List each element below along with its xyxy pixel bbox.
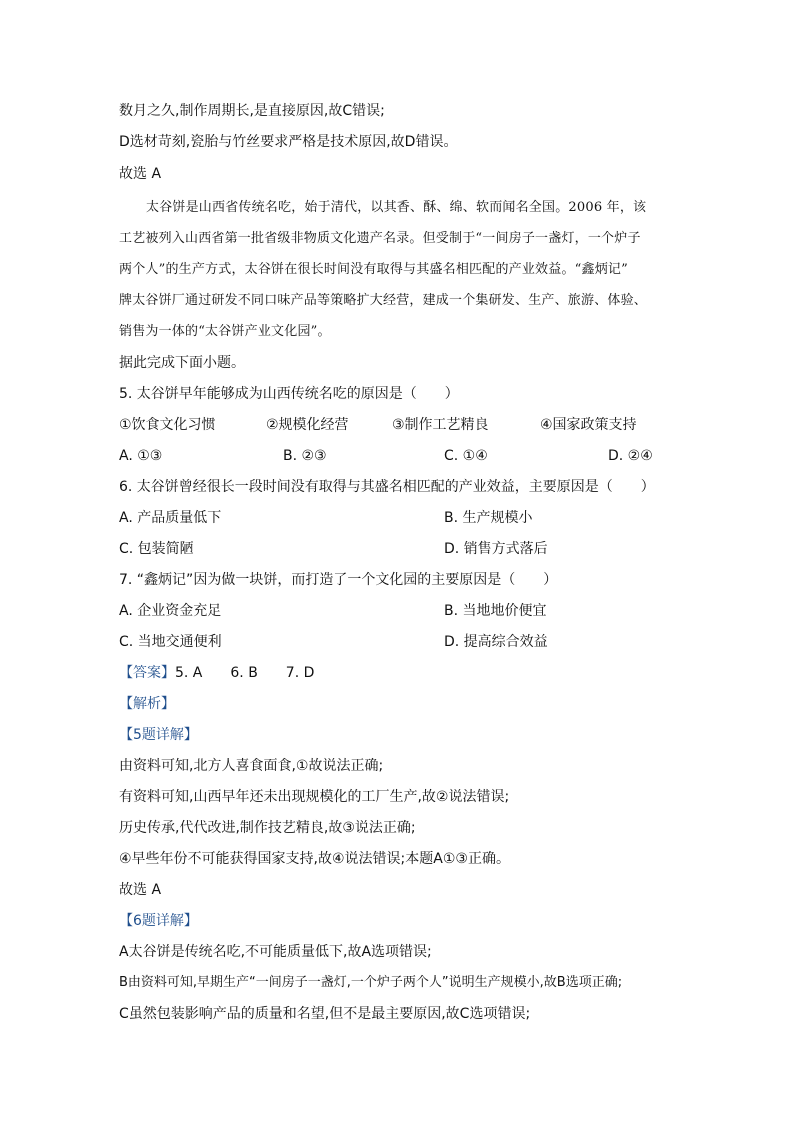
text-line: 数月之久,制作周期长,是直接原因,故C错误; xyxy=(119,103,385,119)
q5-option-d: D. ②④ xyxy=(608,448,653,464)
text-line: D选材苛刻,瓷胎与竹丝要求严格是技术原因,故D错误。 xyxy=(119,134,458,150)
passage-line: 牌太谷饼厂通过研发不同口味产品等策略扩大经营，建成一个集研发、生产、旅游、体验、 xyxy=(119,293,648,308)
q6-option-a: A. 产品质量低下 xyxy=(119,510,222,526)
passage-line: 太谷饼是山西省传统名吃，始于清代，以其香、酥、绵、软而闻名全国。2006 年，该 xyxy=(146,200,647,215)
q6-option-d: D. 销售方式落后 xyxy=(444,541,548,557)
q5-detail-heading: 【5题详解】 xyxy=(119,727,198,743)
q5-item: ④国家政策支持 xyxy=(540,417,637,433)
text-line: 有资料可知,山西早年还未出现规模化的工厂生产,故②说法错误; xyxy=(119,789,510,805)
text-line: A太谷饼是传统名吃,不可能质量低下,故A选项错误; xyxy=(119,944,432,960)
q7-option-a: A. 企业资金充足 xyxy=(119,603,222,619)
q6-option-c: C. 包装简陋 xyxy=(119,541,194,557)
q5-option-c: C. ①④ xyxy=(444,448,488,464)
text-line: B由资料可知,早期生产“一间房子一盏灯,一个炉子两个人”说明生产规模小,故B选项正确; xyxy=(119,975,623,990)
q5-item: ③制作工艺精良 xyxy=(392,417,489,433)
passage-line: 销售为一体的“太谷饼产业文化园”。 xyxy=(119,324,331,339)
passage-line: 两个人”的生产方式，太谷饼在很长时间没有取得与其盛名相匹配的产业效益。“鑫炳记” xyxy=(119,262,628,277)
q5-item: ①饮食文化习惯 xyxy=(119,417,216,433)
question-5: 5. 太谷饼早年能够成为山西传统名吃的原因是（ ） xyxy=(119,386,459,402)
q5-option-b: B. ②③ xyxy=(283,448,327,464)
passage-line: 工艺被列入山西省第一批省级非物质文化遗产名录。但受制于“一间房子一盏灯，一个炉子 xyxy=(119,231,641,246)
text-line: C虽然包装影响产品的质量和名望,但不是最主要原因,故C选项错误; xyxy=(119,1006,531,1022)
text-line: ④早些年份不可能获得国家支持,故④说法错误;本题A①③正确。 xyxy=(119,851,510,867)
answer-values: 5. A 6. B 7. D xyxy=(175,665,315,681)
q7-option-b: B. 当地地价便宜 xyxy=(444,603,547,619)
q5-option-a: A. ①③ xyxy=(119,448,163,464)
text-line: 故选 A xyxy=(119,882,162,898)
answer-line xyxy=(119,664,314,682)
answer-tag: 【答案】 xyxy=(119,665,175,681)
text-line: 由资料可知,北方人喜食面食,①故说法正确; xyxy=(119,758,384,774)
q7-option-c: C. 当地交通便利 xyxy=(119,634,222,650)
q6-option-b: B. 生产规模小 xyxy=(444,510,533,526)
text-line: 故选 A xyxy=(119,166,162,182)
question-6: 6. 太谷饼曾经很长一段时间没有取得与其盛名相匹配的产业效益，主要原因是（ ） xyxy=(119,479,655,495)
analysis-heading: 【解析】 xyxy=(119,696,175,712)
instruction-line: 据此完成下面小题。 xyxy=(119,355,245,371)
q6-detail-heading: 【6题详解】 xyxy=(119,913,198,929)
q7-option-d: D. 提高综合效益 xyxy=(444,634,548,650)
question-7: 7. “鑫炳记”因为做一块饼，而打造了一个文化园的主要原因是（ ） xyxy=(119,572,558,588)
text-line: 历史传承,代代改进,制作技艺精良,故③说法正确; xyxy=(119,820,416,836)
q5-item: ②规模化经营 xyxy=(266,417,349,433)
